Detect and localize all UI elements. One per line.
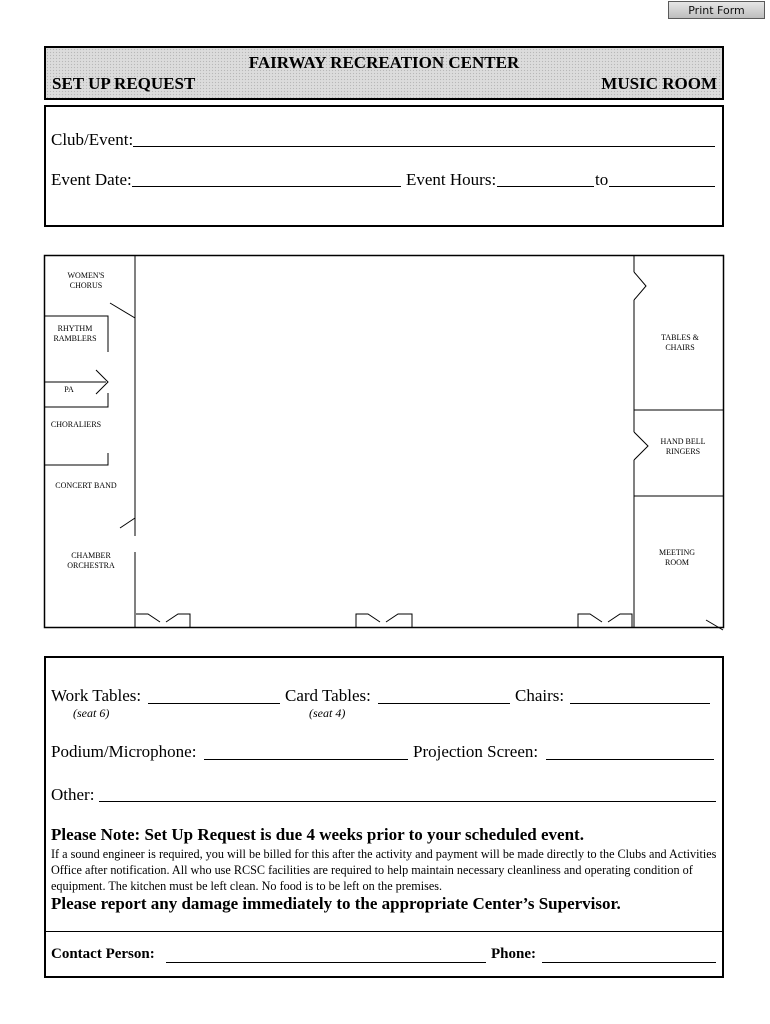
event-hours-label: Event Hours: bbox=[406, 170, 497, 189]
work-tables-note: (seat 6) bbox=[73, 706, 110, 720]
contact-person-field[interactable] bbox=[166, 962, 486, 963]
room-title: MUSIC ROOM bbox=[601, 74, 717, 93]
chairs-field[interactable] bbox=[570, 703, 710, 704]
room-meeting-room: MEETING ROOM bbox=[659, 548, 695, 567]
door-hand-bell bbox=[634, 432, 648, 460]
room-chamber-orchestra: CHAMBER ORCHESTRA bbox=[67, 551, 115, 570]
podium-label: Podium/Microphone: bbox=[51, 742, 197, 761]
phone-field[interactable] bbox=[542, 962, 716, 963]
room-tables-chairs: TABLES & CHAIRS bbox=[661, 333, 699, 352]
door-tables-chairs bbox=[634, 272, 646, 300]
floor-plan-border bbox=[45, 256, 724, 628]
podium-field[interactable] bbox=[204, 759, 408, 760]
club-event-label: Club/Event: bbox=[51, 130, 134, 149]
event-date-label: Event Date: bbox=[51, 170, 132, 189]
choraliers-room bbox=[44, 453, 108, 465]
work-tables-label: Work Tables: bbox=[51, 686, 142, 705]
room-hand-bell-ringers: HAND BELL RINGERS bbox=[660, 437, 706, 456]
room-rhythm-ramblers: RHYTHM RAMBLERS bbox=[53, 324, 97, 343]
contact-person-label: Contact Person: bbox=[51, 946, 155, 962]
other-field[interactable] bbox=[99, 801, 716, 802]
center-title: FAIRWAY RECREATION CENTER bbox=[248, 53, 520, 72]
card-tables-note: (seat 4) bbox=[309, 706, 346, 720]
room-concert-band: CONCERT BAND bbox=[55, 481, 117, 490]
projection-screen-field[interactable] bbox=[546, 759, 714, 760]
phone-label: Phone: bbox=[491, 946, 536, 962]
damage-notice: Please report any damage immediately to the appropriate Center’s Supervisor. bbox=[51, 894, 621, 913]
contact-divider bbox=[46, 931, 722, 932]
chairs-label: Chairs: bbox=[515, 686, 565, 705]
form-title: SET UP REQUEST bbox=[52, 74, 196, 93]
event-hours-to-label: to bbox=[595, 170, 609, 189]
setup-box bbox=[44, 656, 724, 978]
bottom-door-1 bbox=[136, 614, 190, 628]
print-form-button[interactable]: Print Form bbox=[668, 1, 765, 19]
pa-room bbox=[44, 393, 108, 407]
room-womens-chorus: WOMEN'S CHORUS bbox=[67, 271, 105, 290]
room-choraliers: CHORALIERS bbox=[50, 420, 102, 429]
card-tables-field[interactable] bbox=[378, 703, 510, 704]
work-tables-field[interactable] bbox=[148, 703, 280, 704]
door-concert-band bbox=[120, 518, 135, 536]
room-pa: PA bbox=[64, 385, 74, 394]
other-label: Other: bbox=[51, 785, 95, 804]
bottom-door-2 bbox=[356, 614, 412, 628]
note-heading: Please Note: Set Up Request is due 4 weeks prior to your scheduled event. bbox=[51, 825, 584, 844]
note-body: If a sound engineer is required, you will be billed for this after the activity and payment will be made directly to the Clubs and Activities Office after notification. All who use RCSC facilities are required to help maintain necessary cleanliness and operating condition of equipment. The kitchen must be left clean. No food is to be left on the premises. bbox=[51, 847, 717, 893]
door-womens-chorus bbox=[110, 303, 135, 318]
bottom-door-3 bbox=[578, 614, 632, 628]
projection-screen-label: Projection Screen: bbox=[413, 742, 539, 761]
card-tables-label: Card Tables: bbox=[285, 686, 371, 705]
door-meeting-room bbox=[706, 620, 723, 630]
